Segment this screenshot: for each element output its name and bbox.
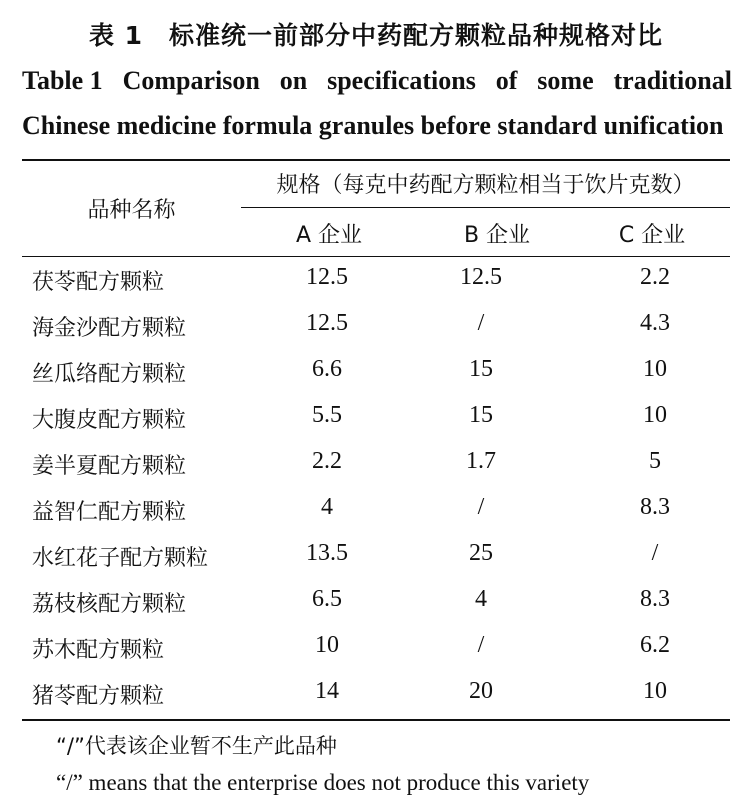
value-enterprise-a: 4	[321, 494, 333, 520]
value-enterprise-b: 20	[469, 678, 493, 704]
table-caption-en-line2: Chinese medicine formula granules before standard unification	[22, 111, 724, 140]
value-enterprise-c: /	[651, 540, 659, 566]
variety-name: 海金沙配方颗粒	[32, 316, 187, 341]
value-enterprise-c: 10	[643, 402, 667, 428]
value-enterprise-a: 10	[315, 632, 339, 658]
value-enterprise-c: 10	[643, 356, 667, 382]
variety-name: 苏木配方颗粒	[32, 638, 165, 663]
table-row	[0, 351, 752, 395]
value-enterprise-a: 13.5	[306, 540, 348, 566]
variety-name: 猪苓配方颗粒	[32, 684, 165, 709]
header-sub-rule	[241, 207, 730, 208]
value-enterprise-b: 4	[475, 586, 487, 612]
value-enterprise-b: 15	[469, 356, 493, 382]
table-row	[0, 627, 752, 671]
column-header-enterprise-c: C 企业	[618, 223, 686, 248]
caption-word: Table 1	[22, 66, 103, 95]
value-enterprise-b: 25	[469, 540, 493, 566]
table-row	[0, 535, 752, 579]
table-row	[0, 305, 752, 349]
variety-name: 水红花子配方颗粒	[32, 546, 209, 571]
value-enterprise-a: 12.5	[306, 264, 348, 290]
value-enterprise-c: 2.2	[640, 264, 670, 290]
column-header-name: 品种名称	[87, 198, 176, 223]
value-enterprise-c: 6.2	[640, 632, 670, 658]
table-row	[0, 581, 752, 625]
table-row	[0, 443, 752, 487]
variety-name: 益智仁配方颗粒	[32, 500, 187, 525]
value-enterprise-a: 6.5	[312, 586, 342, 612]
variety-name: 姜半夏配方颗粒	[32, 454, 187, 479]
value-enterprise-a: 12.5	[306, 310, 348, 336]
table-note-cn: “/”代表该企业暂不生产此品种	[56, 734, 337, 758]
table-bottom-rule	[22, 719, 730, 721]
table-caption-en-line1	[22, 66, 732, 96]
value-enterprise-c: 4.3	[640, 310, 670, 336]
variety-name: 丝瓜络配方颗粒	[32, 362, 187, 387]
caption-word: Comparison	[122, 66, 260, 95]
value-enterprise-a: 5.5	[312, 402, 342, 428]
table-top-rule	[22, 159, 730, 161]
column-header-enterprise-a: A 企业	[295, 223, 363, 248]
value-enterprise-c: 5	[649, 448, 661, 474]
table-row	[0, 489, 752, 533]
value-enterprise-b: /	[477, 310, 485, 336]
variety-name: 茯苓配方颗粒	[32, 270, 165, 295]
value-enterprise-b: /	[477, 632, 485, 658]
table-number-cn: 表 1	[88, 21, 144, 50]
table-note-en: “/” means that the enterprise does not produce this variety	[56, 770, 590, 795]
value-enterprise-c: 10	[643, 678, 667, 704]
column-header-spec: 规格（每克中药配方颗粒相当于饮片克数）	[276, 173, 695, 198]
caption-word: traditional	[613, 66, 732, 95]
value-enterprise-b: 12.5	[460, 264, 502, 290]
value-enterprise-c: 8.3	[640, 494, 670, 520]
header-bottom-rule	[22, 256, 730, 257]
value-enterprise-c: 8.3	[640, 586, 670, 612]
value-enterprise-b: 15	[469, 402, 493, 428]
value-enterprise-a: 6.6	[312, 356, 342, 382]
column-header-enterprise-b: B 企业	[463, 223, 531, 248]
caption-word: specifications	[327, 66, 476, 95]
value-enterprise-a: 2.2	[312, 448, 342, 474]
caption-word: of	[495, 66, 518, 95]
table-row	[0, 397, 752, 441]
table-row	[0, 673, 752, 717]
table-title-cn: 标准统一前部分中药配方颗粒品种规格对比	[169, 21, 664, 50]
caption-word: on	[279, 66, 308, 95]
table-row	[0, 259, 752, 303]
value-enterprise-a: 14	[315, 678, 339, 704]
variety-name: 大腹皮配方颗粒	[32, 408, 187, 433]
value-enterprise-b: 1.7	[466, 448, 496, 474]
caption-word: some	[537, 66, 594, 95]
value-enterprise-b: /	[477, 494, 485, 520]
table-caption-cn	[0, 16, 752, 52]
variety-name: 荔枝核配方颗粒	[32, 592, 187, 617]
